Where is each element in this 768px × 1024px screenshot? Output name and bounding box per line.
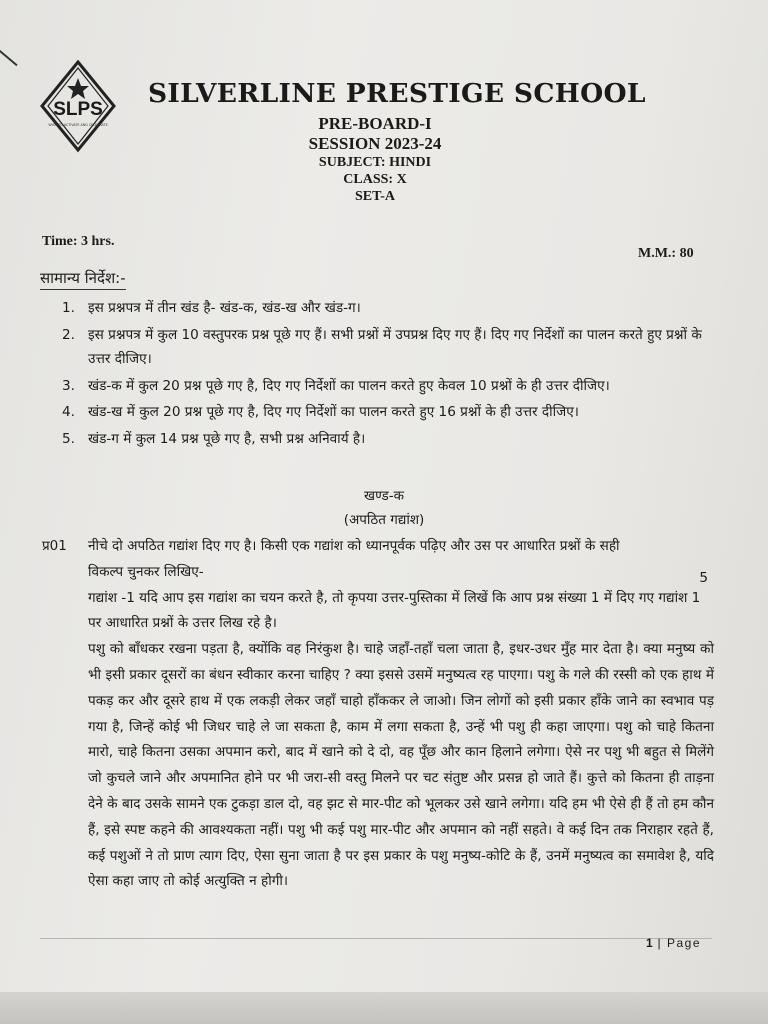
- instruction-item: 3. खंड-क में कुल 20 प्रश्न पूछे गए है, दिए गए निर्देशों का पालन करते हुए केवल 10 प्रश्नों के ही उत्तर दीजिए।: [62, 377, 610, 394]
- question-body: [88, 534, 714, 895]
- time-allowed: Time: 3 hrs.: [42, 234, 115, 249]
- general-instructions-title: सामान्य निर्देश:-: [40, 268, 126, 290]
- instruction-item: 2. इस प्रश्नपत्र में कुल 10 वस्तुपरक प्रश्न पूछे गए हैं। सभी प्रश्नों में उपप्रश्न दिए गए हैं। दिए गए निर्देशों का पालन करते हुए प्रश्नों के उत्तर दीजिए।: [62, 326, 702, 367]
- session: SESSION 2023-24: [308, 134, 442, 153]
- exam-header: [230, 114, 520, 205]
- general-instructions-list: [62, 296, 714, 453]
- exam-title: PRE-BOARD-I: [318, 114, 432, 133]
- set: SET-A: [355, 189, 395, 204]
- subject: SUBJECT: HINDI: [318, 155, 432, 170]
- question-prompt-cont: विकल्प चुनकर लिखिए- 5: [88, 560, 714, 586]
- svg-text:SLPS: SLPS: [53, 99, 103, 120]
- desk-background: [0, 992, 768, 1024]
- question-number: प्र01: [42, 538, 67, 554]
- section-title: खण्ड-क: [364, 488, 404, 504]
- svg-text:WISH TO ACTIVATE AND CELEBRATE: WISH TO ACTIVATE AND CELEBRATE: [48, 123, 108, 127]
- class: CLASS: X: [343, 172, 407, 187]
- max-marks: M.M.: 80: [638, 246, 694, 261]
- instruction-item: 4. खंड-ख में कुल 20 प्रश्न पूछे गए है, दिए गए निर्देशों का पालन करते हुए 16 प्रश्नों के ही उत्तर दीजिए।: [62, 404, 579, 420]
- instruction-item: 1. इस प्रश्नपत्र में तीन खंड है- खंड-क, खंड-ख और खंड-ग।: [62, 300, 361, 316]
- star-icon: [67, 78, 89, 99]
- question-prompt: नीचे दो अपठित गद्यांश दिए गए है। किसी एक गद्यांश को ध्यानपूर्वक पढ़िए और उस पर आधारित प्रश्नों के सही: [88, 538, 620, 554]
- instruction-item: 5. खंड-ग में कुल 14 प्रश्न पूछे गए है, सभी प्रश्न अनिवार्य है।: [62, 430, 366, 447]
- school-logo: [40, 60, 116, 156]
- unseen-passage: पशु को बाँधकर रखना पड़ता है, क्योंकि वह निरंकुश है। चाहे जहाँ-तहाँ चला जाता है, इधर-उधर मुँह मार देता है। क्या मनुष्य को भी इसी प्रकार दूसरों का बंधन स्वीकार करना चाहिए ? क्या इससे उसमें मनुष्यत्व रह पाएगा। पशु के गले की रस्सी को एक हाथ में पकड़ कर और दूसरे हाथ में एक लकड़ी लेकर जहाँ चाहो हाँककर ले जाओ। जिन लोगों को इसी प्रकार हाँके जाने का स्वभाव पड़ गया है, जिन्हें कोई भी जिधर चाहे ले जा सकता है, काम में लगा सकता है, उन्हें भी पशु ही कहा जाएगा। पशु को चाहे कितना मारो, चाहे कितना उसका अपमान करो, बाद में खाने को दे दो, वह पूँछ और कान हिलाने लगेगा। ऐसे नर पशु भी बहुत से मिलेंगे जो कुचले जाने और अपमानित होने पर भी जरा-सी वस्तु मिलने पर चट संतुष्ट और प्रसन्न हो जाते हैं। कुत्ते को कितना ही ताड़ना देने के बाद उसके सामने एक टुकड़ा डाल दो, वह झट से मार-पीट को भूलकर उसे खाने लगेगा। यदि हम भी ऐसे ही हैं तो हम कौन हैं, इसे स्पष्ट कहने की आवश्यकता नहीं। पशु भी कई पशु मार-पीट और अपमान को नहीं सहते। वे कई दिन तक निराहार रहते हैं, कई पशुओं ने तो प्राण त्याग दिए, ऐसा सुना जाता है पर इस प्रकार के पशु मनुष्य-कोटि के हैं, उनमें मनुष्यत्व का समावेश है, यदि ऐसा कहा जाए तो कोई अत्युक्ति न होगी।: [88, 641, 715, 890]
- question-marks: 5: [699, 569, 708, 586]
- school-name: SILVERLINE PRESTIGE SCHOOL: [148, 78, 646, 109]
- passage-note: गद्यांश -1 यदि आप इस गद्यांश का चयन करते है, तो कृपया उत्तर-पुस्तिका में लिखें कि आप प्रश्न संख्या 1 में दिए गए गद्यांश 1 पर आधारित प्रश्नों के उत्तर लिख रहे है।: [88, 589, 701, 632]
- footer-divider: [40, 938, 712, 939]
- section-subtitle: (अपठित गद्यांश): [343, 512, 425, 528]
- page-number: 1 | Page: [646, 936, 701, 950]
- pen-mark: [0, 48, 18, 66]
